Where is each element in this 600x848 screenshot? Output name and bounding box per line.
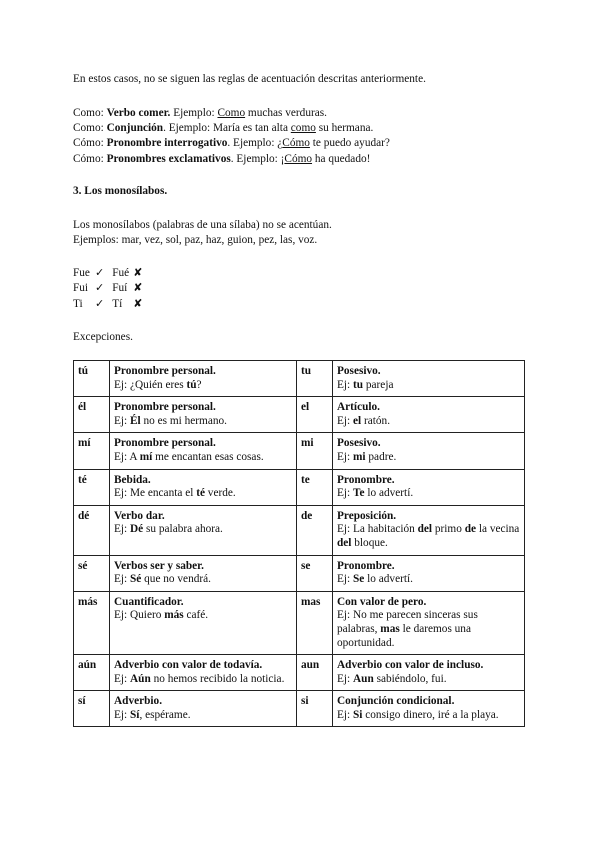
use-example-pre: . Ejemplo: ¿	[227, 137, 283, 149]
table-row	[74, 469, 525, 505]
definition-example: Ej: La habitación del primo de la vecina del bloque.	[337, 523, 520, 549]
word-cell: mí	[74, 433, 110, 469]
definition-title: Posesivo.	[337, 437, 381, 450]
correct-word: Ti	[73, 298, 83, 310]
definition-cell	[333, 555, 525, 591]
definition-cell	[333, 469, 525, 505]
table-row	[74, 361, 525, 397]
table-row	[74, 655, 525, 691]
definition-example: Ej: mi padre.	[337, 450, 397, 463]
definition-title: Adverbio con valor de incluso.	[337, 659, 484, 672]
definition-example: Ej: Dé su palabra ahora.	[114, 523, 223, 536]
definition-example: Ej: Aun sabiéndolo, fui.	[337, 672, 447, 685]
definition-example: Ej: Me encanta el té verde.	[114, 487, 236, 500]
use-line-1	[73, 106, 327, 120]
cross-icon: ✘	[133, 266, 143, 279]
example-keyword: mi	[353, 450, 366, 463]
definition-title: Preposición.	[337, 509, 397, 522]
example-keyword: Se	[353, 573, 365, 586]
example-keyword: Sí	[130, 708, 140, 721]
definition-example: Ej: A mí me encantan esas cosas.	[114, 450, 264, 463]
example-keyword: Él	[130, 414, 141, 427]
use-line-2	[73, 121, 373, 135]
word-cell: te	[297, 469, 333, 505]
word-cell: aun	[297, 655, 333, 691]
example-keyword: mas	[380, 622, 400, 635]
definition-example: Ej: Sé que no vendrá.	[114, 573, 211, 586]
definition-example: Ej: Te lo advertí.	[337, 487, 414, 500]
pair-line	[73, 297, 142, 311]
check-icon: ✓	[95, 297, 105, 310]
definition-title: Verbos ser y saber.	[114, 559, 204, 572]
example-keyword: Te	[353, 487, 365, 500]
example-keyword: Sé	[130, 573, 142, 586]
definition-title: Pronombre.	[337, 559, 395, 572]
definition-title: Conjunción condicional.	[337, 695, 455, 708]
wrong-word: Tí	[112, 298, 123, 310]
table-row	[74, 433, 525, 469]
example-keyword: mí	[139, 450, 153, 463]
word-cell: mi	[297, 433, 333, 469]
word-cell: el	[297, 397, 333, 433]
cross-icon: ✘	[133, 281, 143, 294]
example-keyword: tu	[353, 378, 364, 391]
definition-cell	[333, 691, 525, 727]
definition-cell	[333, 591, 525, 654]
table-row	[74, 505, 525, 555]
use-example-post: te puedo ayudar?	[309, 137, 390, 149]
section-heading: 3. Los monosílabos.	[73, 185, 168, 197]
example-keyword: tú	[186, 378, 197, 391]
use-example-post: ha quedado!	[312, 153, 371, 165]
monosyllable-rule: Los monosílabos (palabras de una sílaba) no se acentúan.	[73, 219, 332, 231]
definition-cell	[333, 397, 525, 433]
use-word: como	[290, 122, 316, 134]
word-cell: sí	[74, 691, 110, 727]
cross-icon: ✘	[133, 297, 143, 310]
definition-title: Bebida.	[114, 473, 151, 486]
definition-example: Ej: No me parecen sinceras sus palabras, mas le daremos una oportunidad.	[337, 609, 478, 649]
table-row	[74, 691, 525, 727]
definition-title: Posesivo.	[337, 365, 381, 377]
intro-paragraph: En estos casos, no se siguen las reglas de acentuación descritas anteriormente.	[73, 73, 426, 85]
definition-cell	[110, 691, 297, 727]
exceptions-label: Excepciones.	[73, 331, 133, 343]
use-prefix: Como:	[73, 107, 107, 119]
use-term: Pronombre interrogativo	[106, 137, 228, 149]
definition-example: Ej: Quiero más café.	[114, 609, 209, 622]
use-prefix: Cómo:	[73, 137, 107, 149]
definition-title: Adverbio.	[114, 695, 163, 708]
example-keyword: Aún	[130, 672, 151, 685]
pair-line	[73, 281, 142, 295]
exceptions-table	[73, 360, 525, 727]
word-cell: si	[297, 691, 333, 727]
use-term: Pronombres exclamativos	[106, 153, 231, 165]
definition-cell	[110, 397, 297, 433]
word-cell: él	[74, 397, 110, 433]
use-example-pre: . Ejemplo: ¡	[230, 153, 285, 165]
word-cell: aún	[74, 655, 110, 691]
definition-example: Ej: Sí, espérame.	[114, 708, 191, 721]
table-row	[74, 397, 525, 433]
wrong-word: Fué	[112, 267, 130, 279]
use-example-post: su hermana.	[315, 122, 374, 134]
use-line-3	[73, 136, 390, 150]
use-term: Verbo comer.	[106, 107, 171, 119]
definition-cell	[110, 655, 297, 691]
definition-cell	[333, 655, 525, 691]
definition-example: Ej: el ratón.	[337, 414, 391, 427]
use-line-4	[73, 152, 370, 166]
definition-title: Pronombre.	[337, 473, 395, 486]
word-cell: té	[74, 469, 110, 505]
example-keyword: Si	[353, 708, 363, 721]
wrong-word: Fuí	[112, 282, 128, 294]
definition-title: Pronombre personal.	[114, 365, 216, 377]
pair-line	[73, 266, 142, 280]
use-word: Cómo	[282, 137, 310, 149]
definition-cell	[333, 361, 525, 397]
use-example-pre: Ejemplo:	[170, 107, 218, 119]
use-example-pre: . Ejemplo: María es tan alta	[163, 122, 291, 134]
definition-example: Ej: ¿Quién eres tú?	[114, 378, 202, 391]
example-keyword: de	[464, 523, 477, 536]
definition-example: Ej: Aún no hemos recibido la noticia.	[114, 672, 285, 685]
example-keyword: el	[353, 414, 362, 427]
word-cell: se	[297, 555, 333, 591]
word-cell: tú	[74, 361, 110, 397]
definition-title: Verbo dar.	[114, 509, 165, 522]
definition-cell	[110, 505, 297, 555]
check-icon: ✓	[95, 266, 105, 279]
example-keyword: más	[164, 609, 184, 622]
definition-cell	[110, 555, 297, 591]
definition-cell	[110, 469, 297, 505]
definition-cell	[333, 505, 525, 555]
definition-title: Adverbio con valor de todavía.	[114, 659, 263, 672]
check-icon: ✓	[95, 281, 105, 294]
correct-word: Fue	[73, 267, 90, 279]
definition-cell	[110, 361, 297, 397]
use-word: Cómo	[284, 153, 313, 165]
use-prefix: Cómo:	[73, 153, 107, 165]
use-term: Conjunción	[106, 122, 164, 134]
example-keyword: té	[196, 487, 205, 500]
use-word: Como	[217, 107, 246, 119]
word-cell: dé	[74, 505, 110, 555]
definition-example: Ej: tu pareja	[337, 378, 394, 391]
word-cell: de	[297, 505, 333, 555]
definition-cell	[333, 433, 525, 469]
definition-example: Ej: Si consigo dinero, iré a la playa.	[337, 708, 499, 721]
correct-word: Fui	[73, 282, 89, 294]
word-cell: mas	[297, 591, 333, 654]
definition-title: Pronombre personal.	[114, 401, 216, 414]
word-cell: tu	[297, 361, 333, 397]
word-cell: sé	[74, 555, 110, 591]
definition-title: Cuantificador.	[114, 595, 184, 608]
example-keyword: del	[417, 523, 433, 536]
example-keyword: del	[337, 536, 352, 549]
table-row	[74, 555, 525, 591]
table-row	[74, 591, 525, 654]
definition-cell	[110, 591, 297, 654]
word-cell: más	[74, 591, 110, 654]
definition-example: Ej: Él no es mi hermano.	[114, 414, 227, 427]
definition-title: Artículo.	[337, 401, 380, 414]
example-keyword: Aun	[353, 672, 374, 685]
example-keyword: Dé	[130, 523, 144, 536]
use-prefix: Como:	[73, 122, 107, 134]
definition-example: Ej: Se lo advertí.	[337, 573, 413, 586]
monosyllable-examples: Ejemplos: mar, vez, sol, paz, haz, guion, pez, las, voz.	[73, 234, 318, 246]
definition-title: Con valor de pero.	[337, 595, 427, 608]
definition-title: Pronombre personal.	[114, 437, 216, 450]
use-example-post: muchas verduras.	[245, 107, 327, 119]
definition-cell	[110, 433, 297, 469]
